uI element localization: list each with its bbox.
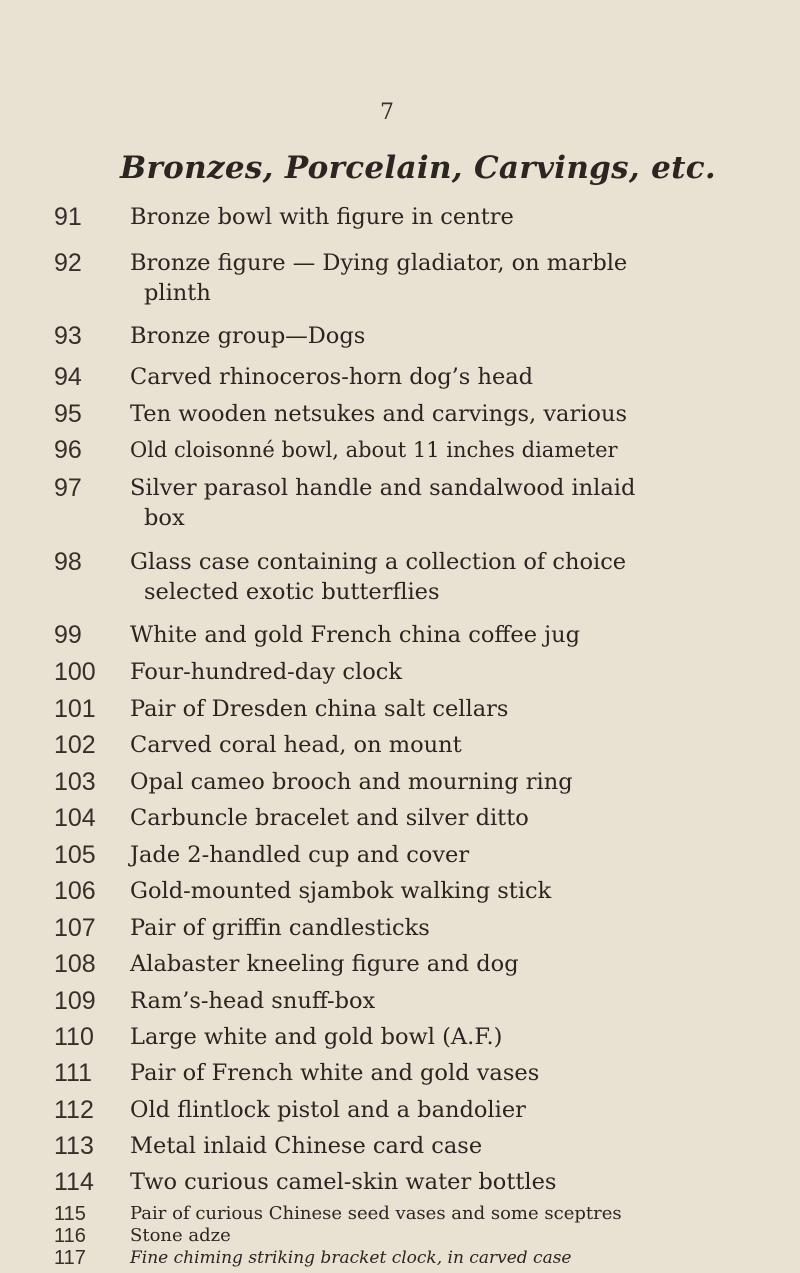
- lot-description: Old cloisonné bowl, about 11 inches diameter: [130, 438, 618, 462]
- lot-description: Ram’s-head snuff-box: [130, 988, 376, 1014]
- lot-description: Opal cameo brooch and mourning ring: [130, 769, 573, 795]
- lot-number: 100: [54, 658, 96, 686]
- page-number: 7: [380, 100, 394, 125]
- lot-description-continuation: box: [144, 505, 185, 531]
- lot-description: [130, 1203, 660, 1225]
- lot-number: 99: [54, 621, 82, 649]
- lot-number: 110: [54, 1023, 94, 1051]
- lot-number: 98: [54, 548, 82, 576]
- lot-number: 117: [54, 1247, 86, 1269]
- lot-number: 94: [54, 363, 82, 391]
- lot-description: Four-hundred-day clock: [130, 659, 402, 685]
- lot-description: Metal inlaid Chinese card case: [130, 1133, 483, 1159]
- lot-description: Bronze group—Dogs: [130, 323, 366, 349]
- lot-number: 96: [54, 436, 82, 464]
- lot-number: 114: [54, 1168, 94, 1196]
- lot-number: 102: [54, 731, 96, 759]
- lot-number: 101: [54, 695, 96, 723]
- lot-description-continuation: sceptres: [544, 1203, 622, 1224]
- lot-description: Carved coral head, on mount: [130, 732, 462, 758]
- lot-number: 113: [54, 1132, 94, 1160]
- lot-number: 92: [54, 249, 82, 277]
- lot-description: Two curious camel-skin water bottles: [130, 1169, 557, 1195]
- lot-number: 109: [54, 987, 96, 1015]
- lot-description: [130, 1247, 660, 1269]
- lot-description-continuation: selected exotic butterflies: [144, 579, 440, 605]
- lot-number: 111: [54, 1059, 93, 1087]
- lot-description: Old flintlock pistol and a bandolier: [130, 1097, 526, 1123]
- lot-description: White and gold French china coffee jug: [130, 622, 581, 648]
- lot-description-line: Bronze figure — Dying gladiator, on marble: [130, 250, 628, 276]
- lot-number: 93: [54, 322, 82, 350]
- lot-description-line: Silver parasol handle and sandalwood inlaid: [130, 475, 636, 501]
- lot-description-line: Glass case containing a collection of choice: [130, 549, 627, 575]
- lot-description: Bronze bowl with figure in centre: [130, 204, 514, 230]
- lot-number: 116: [54, 1225, 86, 1247]
- section-heading: Bronzes, Porcelain, Carvings, etc.: [120, 150, 717, 186]
- lot-description-continuation: case: [533, 1248, 572, 1268]
- lot-number: 104: [54, 804, 96, 832]
- lot-description: Gold-mounted sjambok walking stick: [130, 878, 552, 904]
- lot-description: Carbuncle bracelet and silver ditto: [130, 805, 529, 831]
- lot-number: 97: [54, 474, 82, 502]
- lot-description: Pair of Dresden china salt cellars: [130, 696, 509, 722]
- lot-number: 115: [54, 1203, 86, 1225]
- lot-description: [130, 248, 660, 308]
- lot-description: Large white and gold bowl (A.F.): [130, 1024, 503, 1050]
- lot-number: 95: [54, 400, 82, 428]
- lot-number: 105: [54, 841, 96, 869]
- lot-description-continuation: plinth: [144, 280, 211, 306]
- lot-description: Jade 2-handled cup and cover: [130, 842, 470, 868]
- lot-description: Ten wooden netsukes and carvings, various: [130, 401, 628, 427]
- lot-description: [130, 547, 660, 607]
- lot-description-line: Pair of curious Chinese seed vases and some: [130, 1203, 539, 1224]
- lot-number: 108: [54, 950, 96, 978]
- lot-number: 107: [54, 914, 96, 942]
- lot-description: Alabaster kneeling figure and dog: [130, 951, 519, 977]
- lot-description: Stone adze: [130, 1225, 231, 1246]
- lot-number: 106: [54, 877, 96, 905]
- lot-number: 103: [54, 768, 96, 796]
- lot-description: Carved rhinoceros-horn dog’s head: [130, 364, 534, 390]
- lot-description: Pair of French white and gold vases: [130, 1060, 540, 1086]
- lot-description: Pair of griffin candlesticks: [130, 915, 430, 941]
- lot-description-line: Fine chiming striking bracket clock, in carved: [130, 1248, 528, 1268]
- lot-description: [130, 473, 660, 533]
- lot-number: 112: [54, 1096, 94, 1124]
- lot-number: 91: [54, 203, 82, 231]
